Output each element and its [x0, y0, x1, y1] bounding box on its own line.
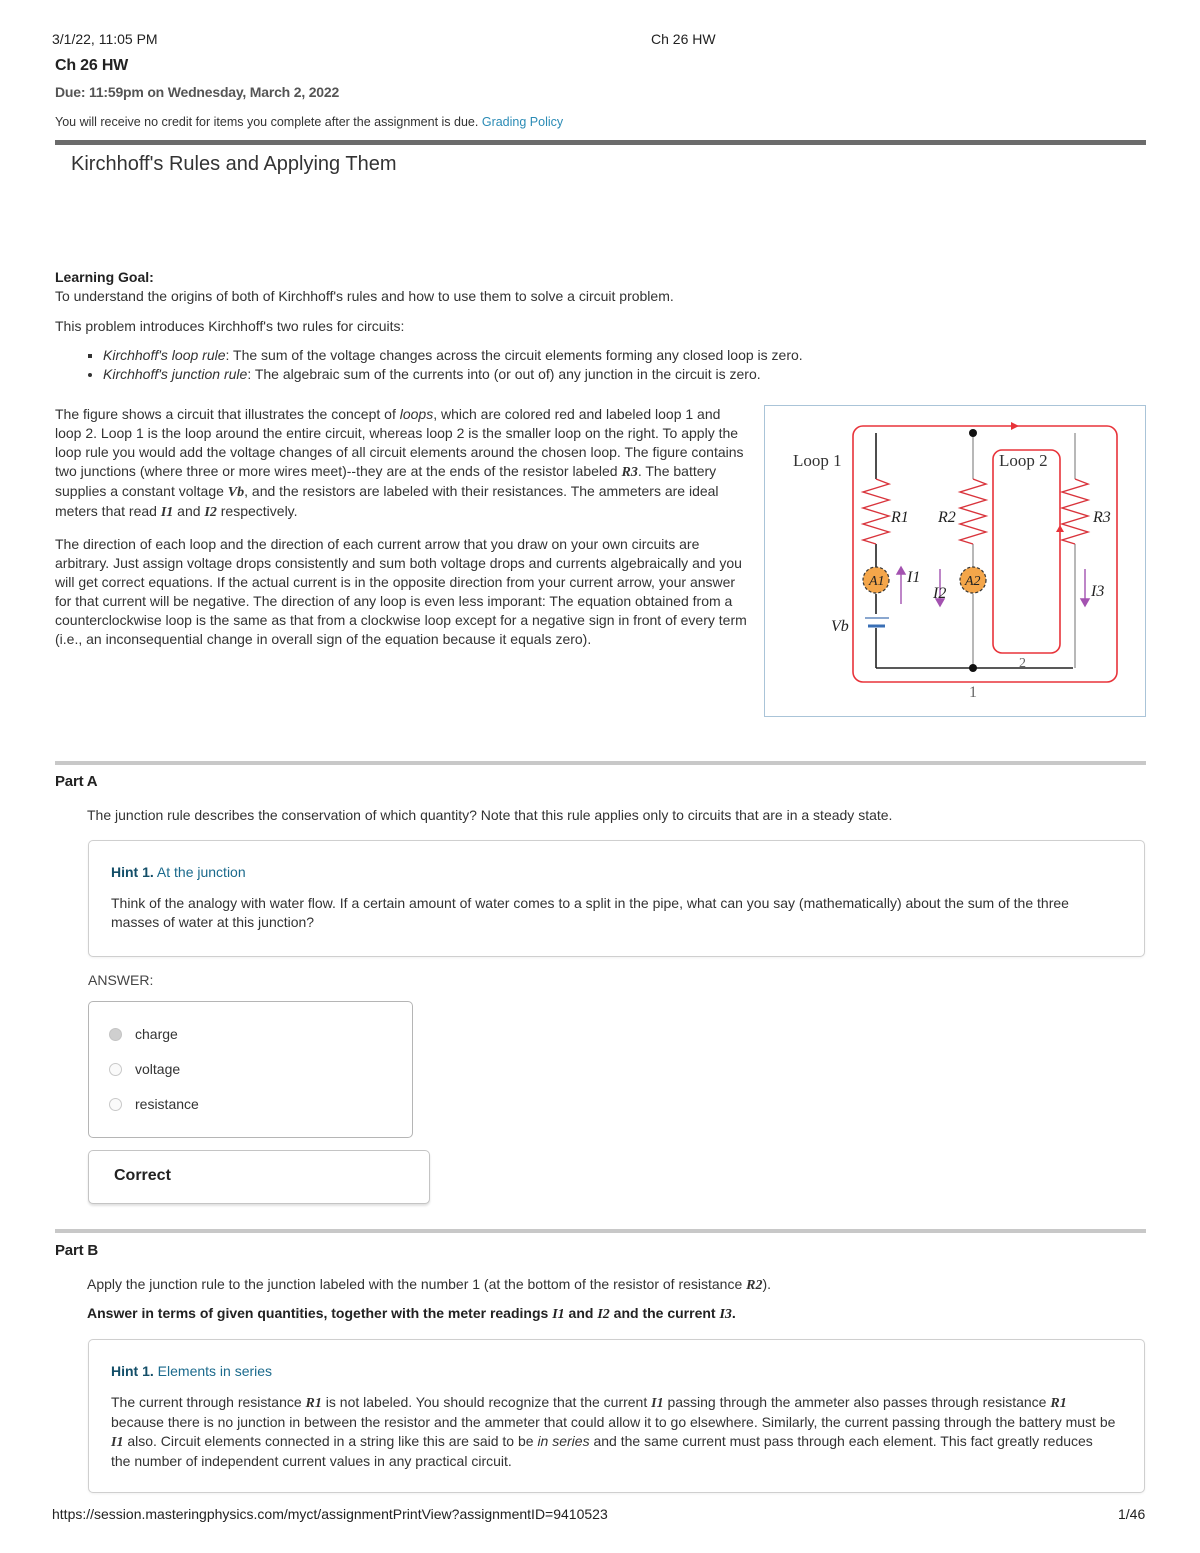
learning-goal-label: Learning Goal:: [55, 269, 154, 285]
rules-intro: This problem introduces Kirchhoff's two rules for circuits:: [55, 318, 405, 334]
learning-goal: [55, 268, 955, 384]
text: and the same current must pass through each element. This fact greatly reduces the number of independent current values in any practical circuit.: [111, 1433, 1093, 1469]
hint-number: Hint 1.: [111, 1363, 154, 1379]
hint-body: [111, 1393, 1116, 1471]
vb-label: Vb: [831, 618, 849, 635]
radio-button[interactable]: [109, 1063, 122, 1076]
radio-button-selected[interactable]: [109, 1028, 122, 1041]
result-feedback: [88, 1150, 430, 1204]
variable-i3: I3: [719, 1307, 732, 1322]
circuit-diagram: [765, 406, 1145, 716]
text: , which are colored red and labeled loop 1 and loop 2. Loop 1 is the loop around the entire circuit, whereas loop 2 is the smaller loop on the right. To apply the loop rule you would add the voltage changes of all circuit elements around the chosen loop. The figure contains two junctions (where three or more wires meet)--they are at the ends of the resistor labeled: [55, 406, 744, 479]
print-page-number: 1/46: [1118, 1506, 1146, 1522]
text: and: [173, 503, 205, 519]
option-charge[interactable]: [109, 1026, 178, 1042]
header-divider: [55, 140, 1146, 145]
r1-label: R1: [891, 509, 909, 526]
rule-item-junction: [103, 365, 955, 384]
rule-name: Kirchhoff's loop rule: [103, 347, 226, 363]
junction-1-label: 1: [969, 684, 977, 701]
i1-label: I1: [907, 569, 921, 586]
text: The figure shows a circuit that illustrates the concept of: [55, 406, 400, 422]
variable-vb: Vb: [227, 485, 245, 500]
text: and: [564, 1305, 598, 1321]
problem-title: Kirchhoff's Rules and Applying Them: [71, 153, 397, 175]
learning-goal-text: To understand the origins of both of Kirchhoff's rules and how to use them to solve a circuit problem.: [55, 288, 674, 304]
text: because there is no junction in between the resistor and the ammeter that could allow it to go elsewhere. Similarly, the current passing through the battery must be: [111, 1414, 1116, 1430]
junction-bottom-dot: [969, 664, 977, 672]
late-notice: [55, 115, 563, 129]
ammeter-a2-label: A2: [965, 574, 981, 589]
print-datetime: 3/1/22, 11:05 PM: [52, 31, 158, 47]
part-a-divider: [55, 761, 1146, 765]
r3-label: R3: [1093, 509, 1111, 526]
multiple-choice-group: [88, 1001, 413, 1138]
i2-label: I2: [933, 585, 947, 602]
variable-i2: I2: [597, 1307, 610, 1322]
junction-top-dot: [969, 429, 977, 437]
print-footer-url: https://session.masteringphysics.com/myct/assignmentPrintView?assignmentID=9410523: [52, 1506, 608, 1522]
hint-header[interactable]: [111, 864, 246, 880]
loop2-label: Loop 2: [999, 451, 1048, 470]
part-b-hint[interactable]: [88, 1339, 1145, 1493]
r2-label: R2: [938, 509, 956, 526]
rule-item-loop: [103, 346, 955, 365]
assignment-title: Ch 26 HW: [55, 57, 129, 74]
radio-button[interactable]: [109, 1098, 122, 1111]
variable-i1: I1: [552, 1307, 565, 1322]
hint-title: At the junction: [156, 864, 246, 880]
variable-r1: R1: [305, 1396, 322, 1411]
rule-text: : The algebraic sum of the currents into (or out of) any junction in the circuit is zero.: [247, 366, 761, 382]
option-label: charge: [135, 1026, 178, 1042]
due-date: Due: 11:59pm on Wednesday, March 2, 2022: [55, 84, 340, 100]
print-page-title: Ch 26 HW: [651, 31, 716, 47]
variable-i1: I1: [160, 505, 174, 520]
text: is not labeled. You should recognize that the current: [321, 1394, 652, 1410]
late-notice-text: You will receive no credit for items you complete after the assignment is due.: [55, 115, 479, 129]
option-voltage[interactable]: [109, 1061, 180, 1077]
variable-r2: R2: [746, 1278, 763, 1293]
rule-text: : The sum of the voltage changes across the circuit elements forming any closed loop is zero.: [225, 347, 803, 363]
variable-r1: R1: [1050, 1396, 1067, 1411]
variable-i1: I1: [111, 1435, 124, 1450]
result-text: Correct: [114, 1167, 171, 1184]
text: Answer in terms of given quantities, together with the meter readings: [87, 1305, 553, 1321]
text: ).: [762, 1276, 772, 1292]
part-b-question: [87, 1276, 771, 1294]
hint-body: Think of the analogy with water flow. If a certain amount of water comes to a split in the pipe, what can you say (mathematically) about the sum of the three masses of water at this junction?: [111, 895, 1069, 930]
variable-i2: I2: [204, 505, 217, 520]
text: also. Circuit elements connected in a string like this are said to be: [123, 1433, 538, 1449]
hint-header[interactable]: [111, 1363, 272, 1379]
rules-list: [55, 346, 955, 384]
part-b-title: Part B: [55, 1242, 98, 1259]
text: passing through the ammeter also passes through resistance: [663, 1394, 1051, 1410]
grading-policy-link[interactable]: Grading Policy: [481, 115, 564, 129]
text: and the current: [609, 1305, 720, 1321]
text: Apply the junction rule to the junction labeled with the number 1 (at the bottom of the resistor of resistance: [87, 1276, 747, 1292]
option-label: voltage: [135, 1061, 181, 1077]
text: The current through resistance: [111, 1394, 306, 1410]
part-a-question: The junction rule describes the conservation of which quantity? Note that this rule applies only to circuits that are in a steady state.: [87, 807, 893, 823]
loop1-label: Loop 1: [793, 451, 842, 470]
emphasis: in series: [537, 1433, 590, 1449]
variable-i1: I1: [651, 1396, 664, 1411]
text: respectively.: [216, 503, 298, 519]
direction-explanation: The direction of each loop and the direction of each current arrow that you draw on your own circuits are arbitrary. Just assign voltage drops consistently and sum both voltage drops and currents algebraically and you will get correct equations. If the actual current is in the opposite direction from your current arrow, your answer for that current will be negative. The direction of any loop is even less imporant: The equation obtained from a counterclockwise loop is the same as that from a clockwise loop except for a negative sign in front of every term (i.e., an inconsequential change in overall sign of the equation because it equals zero).: [55, 536, 747, 647]
circuit-figure: [764, 405, 1146, 717]
junction-2-label: 2: [1019, 656, 1026, 671]
text: . The battery supplies a constant voltage: [55, 463, 717, 499]
hint-title: Elements in series: [157, 1363, 273, 1379]
option-resistance[interactable]: [109, 1096, 199, 1112]
rule-name: Kirchhoff's junction rule: [103, 366, 248, 382]
ammeter-a1-label: A1: [869, 574, 885, 589]
figure-description: [55, 405, 750, 522]
i3-label: I3: [1091, 583, 1105, 600]
part-b-instruction: [87, 1305, 736, 1323]
emphasis: loops: [399, 406, 434, 422]
part-a-hint[interactable]: [88, 840, 1145, 957]
text: .: [731, 1305, 736, 1321]
text: , and the resistors are labeled with their resistances. The ammeters are ideal meters that read: [55, 483, 719, 519]
variable-r3: R3: [621, 465, 638, 480]
answer-label: ANSWER:: [88, 972, 154, 988]
hint-number: Hint 1.: [111, 864, 154, 880]
option-label: resistance: [135, 1096, 199, 1112]
part-a-title: Part A: [55, 773, 98, 790]
part-b-divider: [55, 1229, 1146, 1233]
